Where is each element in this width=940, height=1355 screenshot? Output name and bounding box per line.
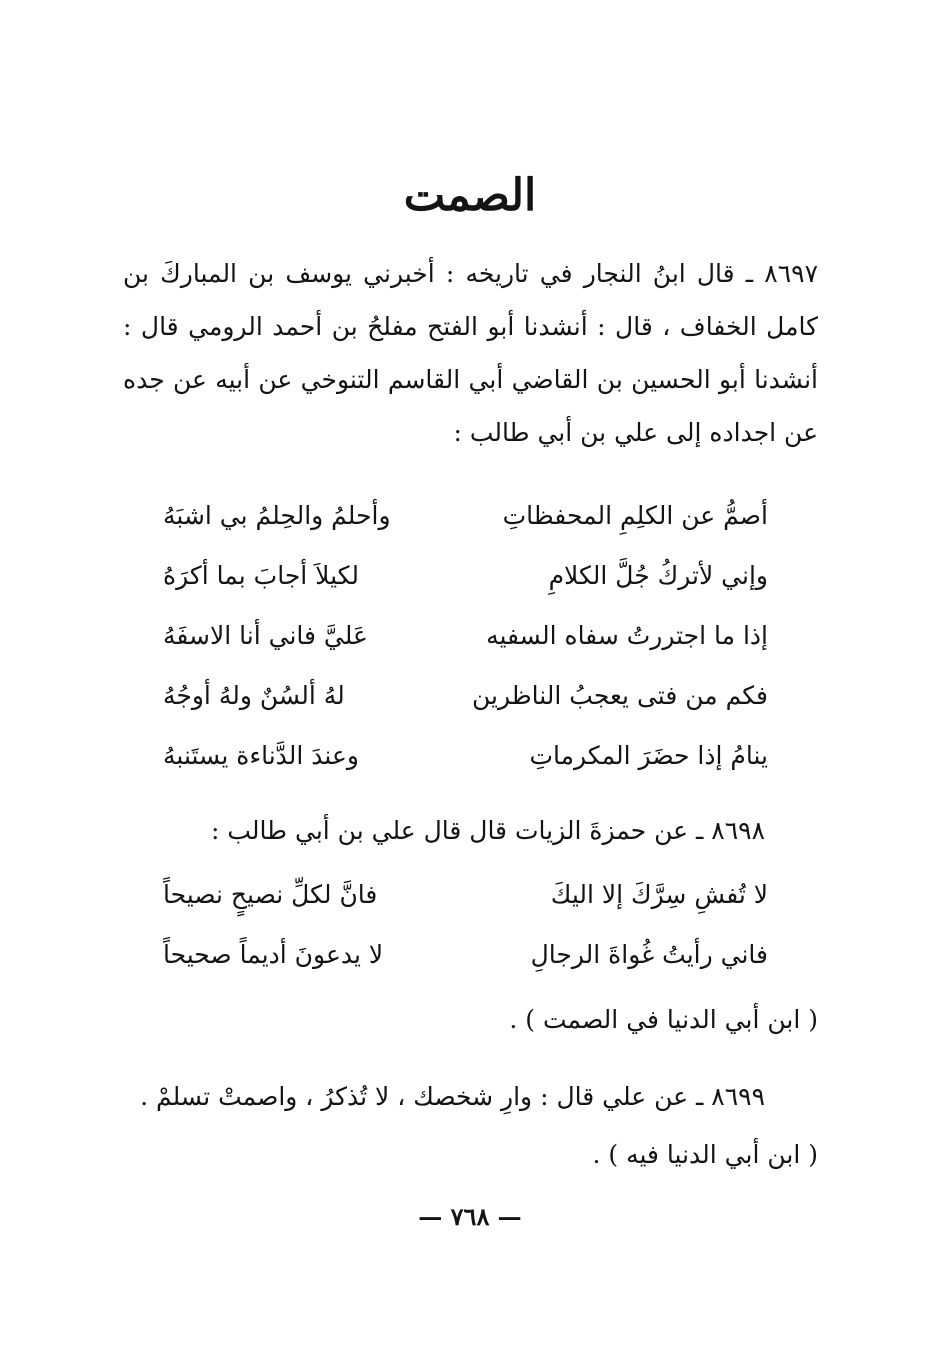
verse-second-hemistich: وعندَ الدَّناءة يستَنبهُ	[163, 741, 359, 770]
verse-second-hemistich: عَليَّ فاني أنا الاسفَهُ	[163, 621, 368, 650]
verse-first-hemistich: أصمُّ عن الكلِمِ المحفظاتِ	[502, 501, 768, 530]
verse-line	[123, 667, 818, 725]
entry-8698-source: ( ابن أبي الدنيا في الصمت ) .	[509, 1005, 818, 1034]
page-number: — ٧٦٨ —	[418, 1202, 522, 1231]
verse-line	[123, 547, 818, 605]
verse-first-hemistich: فاني رأيتُ غُواةَ الرجالِ	[530, 940, 768, 969]
verse-second-hemistich: لهُ ألسُنٌ ولهُ أوجُهُ	[163, 681, 345, 710]
verse-line	[123, 607, 818, 665]
verse-first-hemistich: ينامُ إذا حضَرَ المكرماتِ	[529, 741, 768, 770]
entry-8699-text: ٨٦٩٩ ـ عن علي قال : وارِ شخصك ، لا تُذكرُ ، واصمتْ تسلمْ .	[140, 1082, 765, 1111]
verse-second-hemistich: وأحلمُ والحِلمُ بي اشبَهُ	[163, 501, 391, 530]
verse-line	[123, 866, 818, 924]
verse-second-hemistich: لكيلاَ أجابَ بما أكرَهُ	[163, 561, 360, 590]
entry-8699-source: ( ابن أبي الدنيا فيه ) .	[592, 1140, 818, 1169]
verse-line	[123, 926, 818, 984]
verse-second-hemistich: فانَّ لكلِّ نصيحٍ نصيحاً	[163, 880, 378, 909]
verse-line	[123, 727, 818, 785]
verse-second-hemistich: لا يدعونَ أديماً صحيحاً	[163, 940, 384, 969]
verse-line	[123, 487, 818, 545]
entry-8697-text: ٨٦٩٧ ـ قال ابنُ النجار في تاريخه : أخبرني يوسف بن المباركَ بن كامل الخفاف ، قال : أنشدنا أبو الفتح مفلحُ بن أحمد الرومي قال : أنشدنا أبو الحسين بن القاضي أبي القاسم التنوخي عن أبيه عن جده عن اجداده إلى علي بن أبي طالب :	[123, 259, 818, 447]
verse-first-hemistich: إذا ما اجتررتُ سفاه السفيه	[486, 621, 768, 650]
entry-8698-text: ٨٦٩٨ ـ عن حمزةَ الزيات قال قال علي بن أبي طالب :	[211, 816, 765, 845]
verse-first-hemistich: لا تُفشِ سِرَّكَ إلا اليكَ	[550, 880, 768, 909]
verse-first-hemistich: وإني لأتركُ جُلَّ الكلامِ	[548, 561, 768, 590]
verse-first-hemistich: فكم من فتى يعجبُ الناظرين	[471, 681, 768, 710]
chapter-title: الصمت	[403, 170, 537, 221]
